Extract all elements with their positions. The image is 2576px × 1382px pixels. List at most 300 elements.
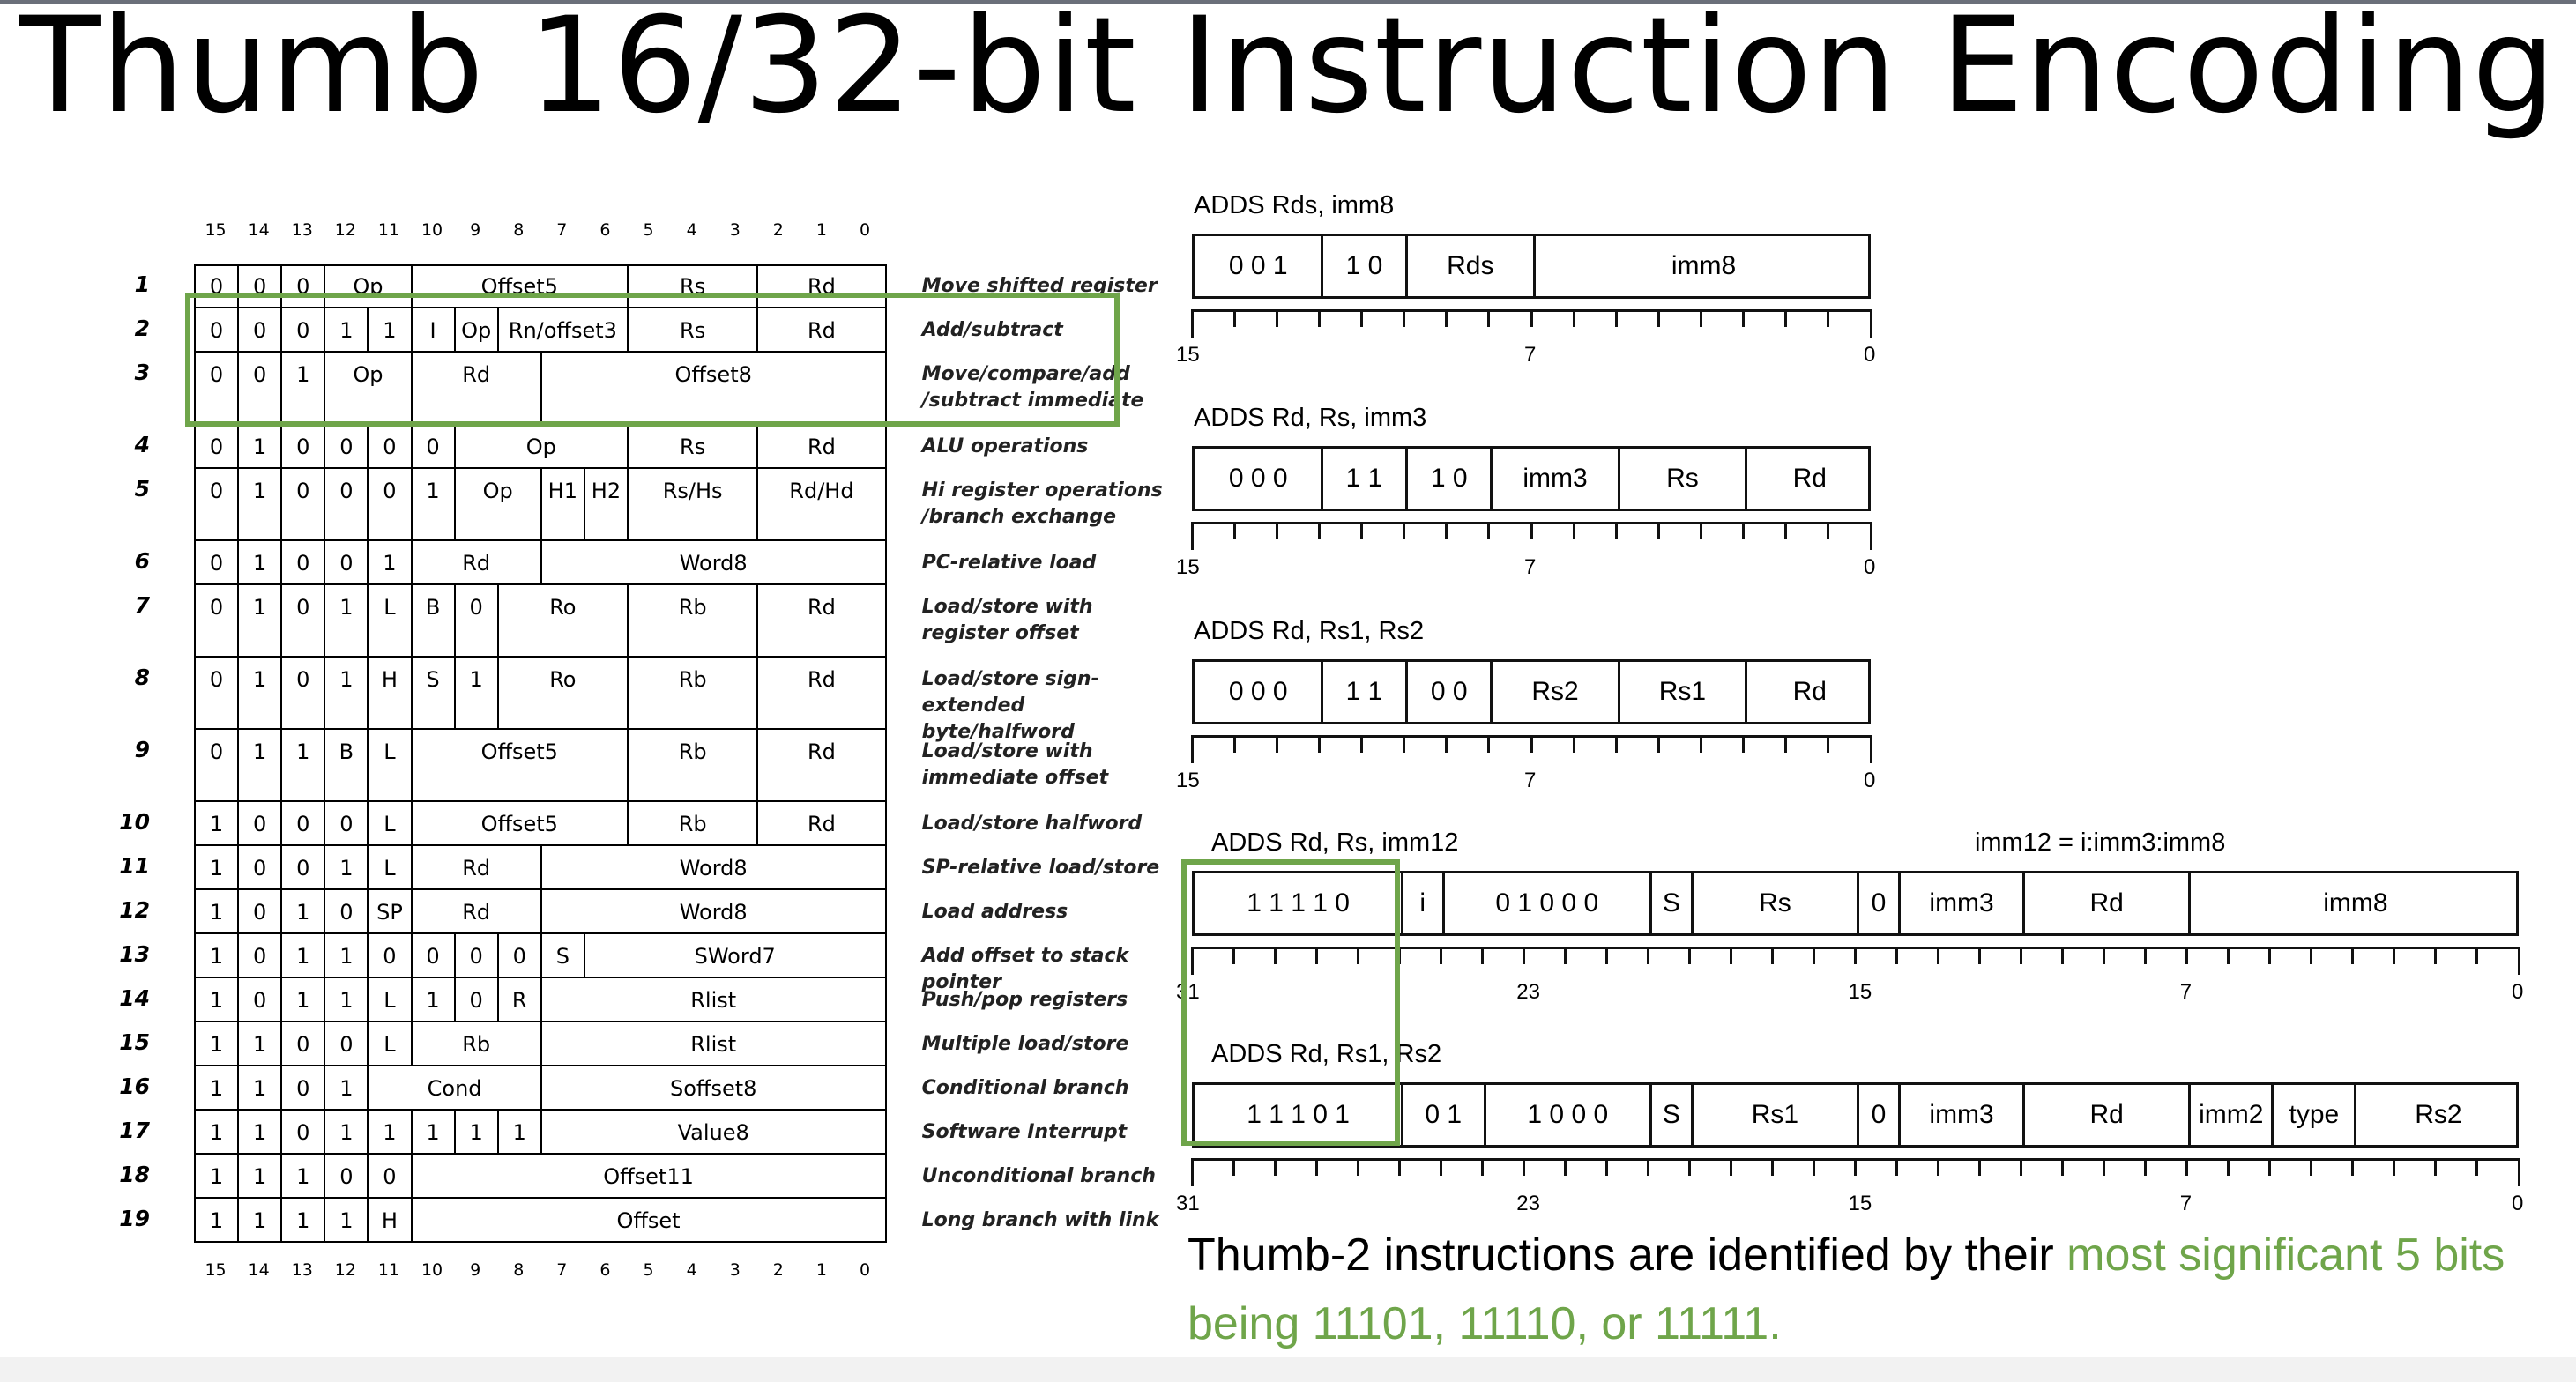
table-cell: Rs/Hs [627, 469, 756, 513]
table-cell: 0 [280, 802, 324, 846]
table-cell: 1 [280, 353, 324, 397]
ruler-tick [1573, 522, 1575, 539]
table-cell: 1 [324, 1066, 367, 1111]
table-cell: 1 [237, 1155, 280, 1199]
table-cell: 0 [367, 1155, 410, 1199]
table-cell: 0 [367, 469, 410, 513]
table-cell-ext [237, 629, 280, 658]
encoding-title: ADDS Rds, imm8 [1194, 191, 1395, 219]
table-cell: 0 [324, 1022, 367, 1066]
table-cell: 1 [194, 890, 237, 934]
table-cell: 0 [280, 1111, 324, 1155]
ruler-tick [1315, 1158, 1318, 1176]
bit-field: Rd [1745, 449, 1872, 509]
table-cell: Rd [411, 890, 540, 934]
bit-field: Rd [2022, 1085, 2188, 1145]
table-cell: 1 [454, 658, 497, 702]
table-cell: 0 [194, 541, 237, 585]
table-cell: 0 [454, 978, 497, 1022]
bit-field: 1 1 1 1 0 [1247, 888, 1350, 918]
table-cell: L [367, 585, 410, 629]
table-cell: Op [324, 353, 410, 397]
bit-label-bottom: 0 [860, 1260, 871, 1280]
ruler-tick [1688, 1158, 1691, 1176]
ruler-label: 7 [2179, 1192, 2193, 1215]
row-description: Conditional branch [921, 1077, 1129, 1099]
ruler-tick [2310, 947, 2312, 964]
table-cell: 1 [237, 425, 280, 469]
bit-field: 0 0 [1405, 662, 1490, 722]
bit-label-bottom: 9 [470, 1260, 481, 1280]
ruler-tick [1403, 309, 1405, 327]
bit-field: 0 1 [1401, 1085, 1484, 1145]
table-cell: 1 [497, 1111, 540, 1155]
ruler-tick [2144, 1158, 2147, 1176]
highlight-box-add-rows [185, 293, 1120, 427]
ruler-tick [1700, 735, 1702, 753]
ruler-label: 15 [1176, 555, 1200, 579]
bit-label-top: 3 [729, 220, 741, 240]
bit-field: 0 0 0 [1228, 464, 1288, 493]
table-cell: Rs [627, 308, 756, 353]
ruler-label: 15 [1176, 343, 1200, 367]
row-number: 18 [119, 1162, 150, 1187]
table-cell-ext [454, 513, 540, 541]
row-description: Add/subtract [921, 319, 1063, 341]
row-number: 9 [134, 737, 150, 762]
ruler-tick [1742, 735, 1745, 753]
table-cell: 0 [497, 934, 540, 978]
table-cell: 0 [194, 658, 237, 702]
ruler-label: 7 [2179, 980, 2193, 1004]
ruler-tick [1274, 1158, 1277, 1176]
table-cell: 1 [411, 978, 454, 1022]
row-number: 17 [119, 1118, 150, 1143]
ruler-tick [2434, 1158, 2437, 1176]
table-cell: 1 [237, 1066, 280, 1111]
table-cell: 0 [237, 264, 280, 308]
table-cell-ext [411, 513, 454, 541]
row-number: 11 [119, 853, 150, 879]
encoding-title: ADDS Rd, Rs, imm12 [1211, 828, 1459, 857]
row-number: 15 [119, 1029, 150, 1055]
table-cell: Rd [411, 353, 540, 397]
bit-field: 1 0 [1405, 449, 1490, 509]
table-cell: 1 [324, 1111, 367, 1155]
ruler-tick [2061, 947, 2064, 964]
ruler-tick [1445, 735, 1448, 753]
ruler-tick [1742, 522, 1745, 539]
table-cell: 0 [194, 425, 237, 469]
ruler-tick [1784, 309, 1787, 327]
table-cell: Rs [627, 425, 756, 469]
table-cell: 0 [237, 934, 280, 978]
ruler-tick [1647, 1158, 1649, 1176]
table-cell: H2 [584, 469, 627, 513]
table-cell-ext [454, 702, 497, 730]
table-cell: L [367, 1022, 410, 1066]
table-cell: B [324, 730, 367, 774]
ruler-tick [2103, 947, 2105, 964]
ruler-tick [1615, 735, 1618, 753]
table-cell: 1 [280, 978, 324, 1022]
table-cell: Ro [497, 585, 627, 629]
table-cell: Rb [627, 730, 756, 774]
ruler-tick [1573, 735, 1575, 753]
table-cell-ext [627, 774, 756, 802]
bit-field: type [2271, 1085, 2354, 1145]
table-cell: Rd [411, 846, 540, 890]
table-cell-ext [237, 774, 280, 802]
ruler-tick [1191, 522, 1194, 550]
ruler-tick [2518, 1158, 2520, 1186]
table-cell: 0 [280, 585, 324, 629]
ruler-tick [2227, 947, 2230, 964]
ruler-tick [2061, 1158, 2064, 1176]
table-cell: H [367, 658, 410, 702]
ruler-tick [1573, 309, 1575, 327]
ruler-tick [2020, 1158, 2022, 1176]
ruler-tick [1978, 1158, 1981, 1176]
bit-label-top: 9 [470, 220, 481, 240]
bit-label-top: 11 [377, 220, 400, 240]
bit-label-bottom: 8 [513, 1260, 525, 1280]
table-cell-ext [584, 513, 627, 541]
bit-label-top: 4 [686, 220, 697, 240]
table-cell: 1 [194, 1111, 237, 1155]
table-cell: Cond [367, 1066, 540, 1111]
ruler-label: 15 [1176, 769, 1200, 792]
ruler-tick [2227, 1158, 2230, 1176]
table-cell: 1 [194, 1199, 237, 1243]
ruler-label: 0 [2512, 1192, 2524, 1215]
row-description: Load/store with immediate offset [921, 740, 1109, 789]
table-cell: 0 [367, 425, 410, 469]
ruler-tick [1700, 522, 1702, 539]
bit-field: Rs1 [1618, 662, 1745, 722]
table-cell-ext [194, 629, 237, 658]
bit-field: 0 0 0 [1228, 677, 1288, 706]
row-description: Load/store sign-extended byte/halfword [921, 668, 1099, 743]
table-cell-ext [324, 702, 367, 730]
table-cell: Value8 [540, 1111, 887, 1155]
ruler-tick [1191, 1158, 1194, 1186]
bit-label-bottom: 13 [291, 1260, 313, 1280]
ruler-tick [1730, 947, 1732, 964]
ruler-tick [1564, 1158, 1567, 1176]
ruler-tick [2351, 1158, 2354, 1176]
ruler-tick [2310, 1158, 2312, 1176]
footnote-text: Thumb-2 instructions are identified by their [1187, 1230, 2067, 1281]
table-cell: Rd [756, 264, 886, 308]
ruler-tick [1730, 1158, 1732, 1176]
table-cell: Rb [411, 1022, 540, 1066]
ruler-tick [2475, 947, 2478, 964]
ruler-label: 0 [1864, 769, 1876, 792]
bit-label-top: 14 [248, 220, 270, 240]
table-cell: 0 [237, 846, 280, 890]
row-description: Unconditional branch [921, 1165, 1156, 1187]
table-cell: 1 [280, 934, 324, 978]
ruler-tick [1530, 735, 1533, 753]
encoding-box [1192, 659, 1871, 724]
encoding-title: ADDS Rd, Rs, imm3 [1194, 404, 1427, 432]
ruler-tick [1895, 947, 1898, 964]
table-cell: 1 [411, 469, 454, 513]
table-cell: 1 [411, 1111, 454, 1155]
table-cell: B [411, 585, 454, 629]
table-cell: 1 [367, 308, 410, 353]
row-description: Add offset to stack pointer [921, 945, 1129, 993]
row-number: 5 [134, 476, 150, 502]
table-cell: 1 [367, 1111, 410, 1155]
ruler-tick [1827, 309, 1829, 327]
table-cell: Op [454, 425, 627, 469]
table-cell: 1 [280, 730, 324, 774]
ruler-tick [1440, 947, 1442, 964]
table-cell: L [367, 730, 410, 774]
bit-label-bottom: 1 [815, 1260, 827, 1280]
ruler-tick [1233, 735, 1236, 753]
bit-field: imm8 [2188, 873, 2520, 933]
table-cell: 1 [194, 846, 237, 890]
ruler-tick [1318, 522, 1321, 539]
table-cell-ext [280, 702, 324, 730]
table-cell: 0 [194, 585, 237, 629]
ruler-label: 15 [1848, 980, 1872, 1004]
ruler-tick [1937, 947, 1939, 964]
ruler-tick [1360, 735, 1363, 753]
ruler-tick [1233, 522, 1236, 539]
table-cell: 1 [194, 1022, 237, 1066]
ruler-tick [1487, 735, 1490, 753]
table-cell: 0 [324, 469, 367, 513]
table-cell: 0 [280, 846, 324, 890]
table-cell: 0 [194, 308, 237, 353]
row-description: Load/store with register offset [921, 596, 1093, 644]
bit-field: imm2 [2188, 1085, 2271, 1145]
ruler-tick [1605, 947, 1608, 964]
ruler-tick [2393, 1158, 2395, 1176]
bit-field: Rs2 [2354, 1085, 2520, 1145]
ruler-tick [1191, 735, 1194, 763]
table-cell: SWord7 [584, 934, 887, 978]
table-cell: Rlist [540, 1022, 887, 1066]
table-cell: Offset5 [411, 802, 628, 846]
bit-label-top: 13 [291, 220, 313, 240]
ruler-tick [2268, 1158, 2271, 1176]
table-cell: Word8 [540, 890, 887, 934]
table-cell-ext [627, 629, 756, 658]
table-cell: Soffset8 [540, 1066, 887, 1111]
table-cell-ext [497, 702, 627, 730]
table-cell: Offset8 [540, 353, 887, 397]
ruler-tick [1232, 1158, 1235, 1176]
ruler-tick [1191, 309, 1194, 338]
ruler-tick [2351, 947, 2354, 964]
bit-field: i [1401, 873, 1442, 933]
ruler-tick [2020, 947, 2022, 964]
table-cell-ext [367, 702, 410, 730]
ruler-tick [1827, 735, 1829, 753]
bit-field: imm8 [1533, 236, 1872, 296]
table-cell: 0 [194, 264, 237, 308]
table-cell-ext [324, 629, 367, 658]
bit-field: Rs2 [1490, 662, 1617, 722]
ruler-tick [1870, 522, 1872, 550]
table-cell-ext [756, 513, 886, 541]
ruler-tick [1605, 1158, 1608, 1176]
table-cell: 1 [324, 308, 367, 353]
table-cell-ext [411, 702, 454, 730]
bottom-strip [0, 1357, 2576, 1382]
ruler-tick [2144, 947, 2147, 964]
ruler-tick [1276, 522, 1278, 539]
table-cell-ext [497, 629, 627, 658]
table-cell: 1 [324, 934, 367, 978]
footnote [1187, 1221, 2510, 1358]
ruler-label: 0 [1864, 343, 1876, 367]
ruler-tick [1854, 947, 1857, 964]
ruler-tick [2475, 1158, 2478, 1176]
ruler-label: 0 [1864, 555, 1876, 579]
table-cell: 1 [237, 730, 280, 774]
table-cell: 1 [324, 1199, 367, 1243]
table-row-line [194, 1241, 887, 1243]
table-cell: Rd [756, 585, 886, 629]
table-cell: 0 [411, 934, 454, 978]
encoding-box [1192, 234, 1871, 299]
table-cell: SP [367, 890, 410, 934]
bit-label-bottom: 7 [556, 1260, 568, 1280]
bit-field: 0 [1857, 1085, 1898, 1145]
ruler-tick [1357, 1158, 1359, 1176]
row-description: Hi register operations /branch exchange [921, 479, 1163, 528]
row-description: PC-relative load [921, 552, 1097, 574]
ruler-tick [1403, 735, 1405, 753]
bit-label-top: 7 [556, 220, 568, 240]
bit-field: 0 1 0 0 0 [1442, 873, 1649, 933]
table-cell: 0 [324, 802, 367, 846]
bit-label-bottom: 10 [421, 1260, 443, 1280]
bit-label-bottom: 4 [686, 1260, 697, 1280]
ruler-tick [1615, 309, 1618, 327]
table-cell: 1 [194, 978, 237, 1022]
table-cell: Op [454, 308, 497, 353]
table-cell: Offset [411, 1199, 887, 1243]
bit-field: 1 0 0 0 [1484, 1085, 1649, 1145]
table-cell: 1 [324, 978, 367, 1022]
ruler-label: 0 [2512, 980, 2524, 1004]
table-cell: 1 [324, 585, 367, 629]
table-cell: 1 [237, 658, 280, 702]
bit-label-top: 6 [599, 220, 611, 240]
table-cell: Rd [756, 730, 886, 774]
table-cell-ext [627, 702, 756, 730]
table-cell-ext [194, 513, 237, 541]
table-cell-ext [627, 513, 756, 541]
ruler-label: 31 [1176, 1192, 1200, 1215]
table-cell-ext [194, 702, 237, 730]
ruler-tick [1657, 309, 1660, 327]
ruler-tick [1771, 1158, 1774, 1176]
ruler-tick [1318, 309, 1321, 327]
table-cell-ext [367, 629, 410, 658]
table-cell: 0 [237, 802, 280, 846]
ruler-tick [2268, 947, 2271, 964]
ruler-tick [2518, 947, 2520, 975]
table-cell: 1 [194, 1155, 237, 1199]
table-cell: 0 [280, 264, 324, 308]
table-cell: 0 [454, 934, 497, 978]
ruler-tick [1615, 522, 1618, 539]
row-description: Load/store halfword [921, 813, 1143, 835]
ruler-tick [1523, 947, 1525, 964]
ruler-tick [1647, 947, 1649, 964]
table-cell-ext [756, 774, 886, 802]
bit-field: Rds [1405, 236, 1532, 296]
table-cell: Rd/Hd [756, 469, 886, 513]
ruler-tick [1771, 947, 1774, 964]
table-cell: 0 [237, 308, 280, 353]
table-cell: 1 [237, 541, 280, 585]
ruler-tick [1440, 1158, 1442, 1176]
table-cell: S [540, 934, 584, 978]
encoding-note: imm12 = i:imm3:imm8 [1974, 828, 2226, 857]
table-cell-ext [237, 513, 280, 541]
row-description: Load address [921, 901, 1068, 923]
table-cell: 1 [194, 934, 237, 978]
table-cell: H [367, 1199, 410, 1243]
table-cell: S [411, 658, 454, 702]
row-number: 6 [134, 548, 150, 574]
table-cell-ext [454, 629, 497, 658]
row-description: ALU operations [921, 435, 1089, 457]
table-cell-ext [367, 513, 410, 541]
table-cell: 0 [454, 585, 497, 629]
bit-field: imm3 [1898, 873, 2022, 933]
row-description: Push/pop registers [921, 989, 1128, 1011]
table-cell: Op [454, 469, 540, 513]
ruler-tick [1978, 947, 1981, 964]
ruler-tick [1784, 735, 1787, 753]
table-cell: R [497, 978, 540, 1022]
row-number: 19 [119, 1206, 150, 1231]
table-cell: 1 [280, 1199, 324, 1243]
table-cell: 1 [367, 541, 410, 585]
table-cell: Rs [627, 264, 756, 308]
bit-field: S [1649, 1085, 1691, 1145]
bit-field: 1 0 [1321, 236, 1405, 296]
table-cell-ext [280, 513, 324, 541]
table-cell: Rd [756, 308, 886, 353]
table-cell: 0 [194, 469, 237, 513]
table-cell: Offset5 [411, 264, 628, 308]
ruler-tick [1318, 735, 1321, 753]
row-number: 16 [119, 1074, 150, 1099]
table-cell: 0 [324, 890, 367, 934]
table-cell-ext [324, 513, 367, 541]
ruler-tick [1870, 309, 1872, 338]
table-cell: 0 [280, 658, 324, 702]
row-description: SP-relative load/store [921, 857, 1160, 879]
table-cell: Rd [756, 425, 886, 469]
row-number: 2 [134, 316, 150, 341]
table-cell-ext [280, 774, 324, 802]
table-cell: Word8 [540, 846, 887, 890]
ruler-tick [1445, 522, 1448, 539]
table-cell: 1 [237, 1111, 280, 1155]
